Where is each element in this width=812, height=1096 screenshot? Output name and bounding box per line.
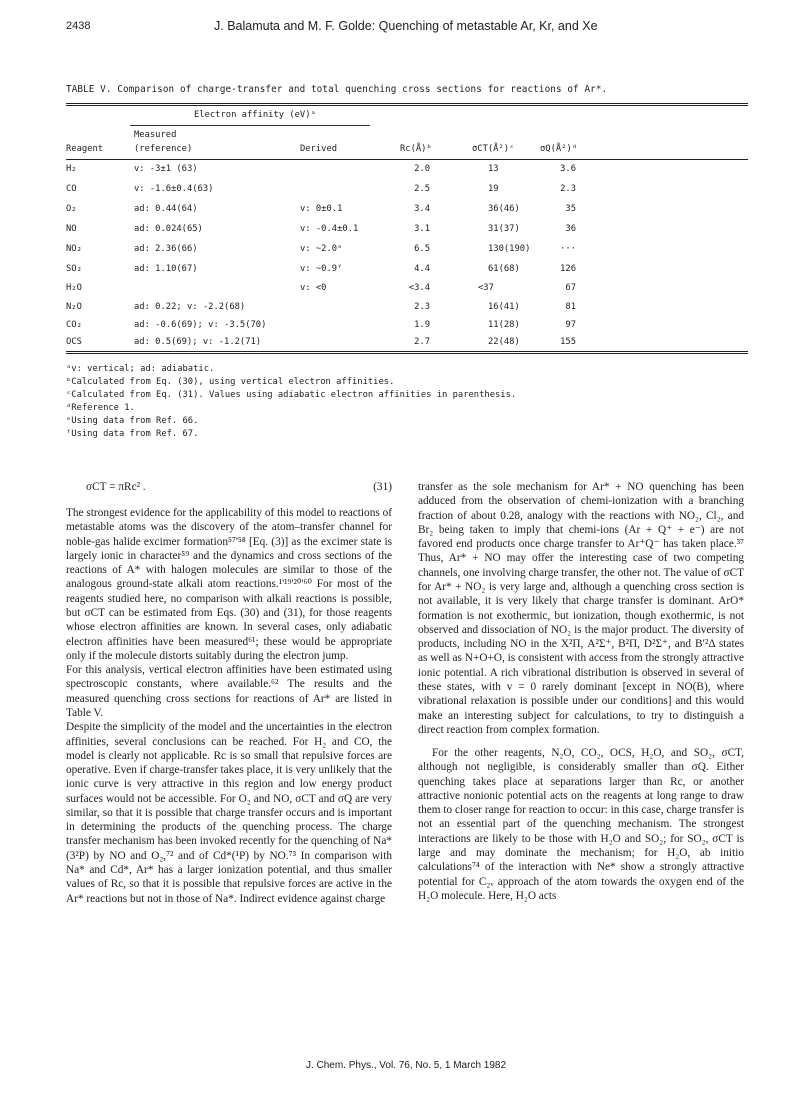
cell-sigma-q: 3.6 <box>560 164 576 174</box>
table-top-rule-2 <box>66 105 748 106</box>
cell-rc: 6.5 <box>414 244 430 254</box>
cell-sigma-q: 81 <box>565 302 576 312</box>
cell-derived: v: <0 <box>300 283 327 293</box>
cell-sigma-ct: 61(68) <box>488 264 520 274</box>
table-footnote-d: ᵈReference 1. <box>66 403 135 413</box>
col-header-rc: Rc(Å)ᵇ <box>400 144 432 154</box>
col-header-sigma-q: σQ(Å²)ᵈ <box>540 144 578 154</box>
col-header-measured-1: Measured <box>134 130 177 140</box>
page-header <box>66 18 746 36</box>
cell-rc: 4.4 <box>414 264 430 274</box>
cell-derived: v: ~2.0ᵉ <box>300 244 343 254</box>
cell-reagent: H₂ <box>66 164 77 174</box>
paragraph: Despite the simplicity of the model and the uncertainties in the electron affinities, several conclusions can be reached. For H₂ and CO, the model is clearly not applicable. Rc is so small that repulsive forces are operative. Even if charge-transfer takes place, it is very unlikely that the ionic curve is very attractive in this region and low energy product surfaces would not be accessible. For O₂ and NO, σCT and σQ are very similar, so that it is possible that charge transfer occurs and is important in determining the products of the quenching process. The charge transfer mechanism has been invoked recently for the quenching of Na*(3²P) by NO and O₂,⁷² and of Cd*(¹P) by NO.⁷³ In comparison with Na* and Cd*, Ar* has a larger ionization potential, and thus smaller values of Rc, so that it is possible that repulsive forces are active in the Ar* reactions but not in those of Na*. Indirect evidence against charge <box>66 721 392 905</box>
cell-reagent: CO₂ <box>66 320 82 330</box>
table-footnote-a: ᵃv: vertical; ad: adiabatic. <box>66 364 215 374</box>
cell-sigma-q: ··· <box>560 244 576 254</box>
cell-sigma-ct: 36(46) <box>488 204 520 214</box>
cell-derived: v: 0±0.1 <box>300 204 343 214</box>
col-header-measured-2: (reference) <box>134 144 193 154</box>
cell-measured: ad: 0.44(64) <box>134 204 198 214</box>
col-header-sigma-ct: σCT(Å²)ᶜ <box>472 144 515 154</box>
table-header-rule <box>66 159 748 160</box>
cell-sigma-ct: 22(48) <box>488 337 520 347</box>
right-column <box>418 480 744 903</box>
cell-sigma-q: 35 <box>565 204 576 214</box>
cell-reagent: O₂ <box>66 204 77 214</box>
equation-number: (31) <box>373 481 392 493</box>
table-top-rule <box>66 103 748 104</box>
cell-sigma-ct: 19 <box>488 184 499 194</box>
cell-sigma-ct: 31(37) <box>488 224 520 234</box>
cell-measured: ad: 2.36(66) <box>134 244 198 254</box>
cell-reagent: SO₂ <box>66 264 82 274</box>
cell-measured: ad: 0.024(65) <box>134 224 203 234</box>
paragraph: For the other reagents, N₂O, CO₂, OCS, H₂O, and SO₂, σCT, although not negligible, is considerably smaller than σQ. Either quenching takes place at separations larger than Rc, or another attractive nonionic potential acts on the reagents at long range to draw them to closer range for reaction to occur: in this case, charge transfer is not an essential part of the quenching mechanism. The strongest interactions are likely to be those with H₂O and SO₂; for SO₂, σCT is large and may dominate the mechanism; for H₂O, ab initio calculations⁷⁴ of the interaction with Ne* show a strongly attractive potential for C₂ᵥ approach of the atom towards the oxygen end of the H₂O molecule. Here, H₂O acts <box>418 747 745 902</box>
table-caption: TABLE V. Comparison of charge-transfer and total quenching cross sections for reactions of Ar*. <box>66 84 608 95</box>
col-header-reagent: Reagent <box>66 144 104 154</box>
cell-sigma-ct: 130(190) <box>488 244 531 254</box>
table-bottom-rule <box>66 351 748 352</box>
cell-rc: 2.5 <box>414 184 430 194</box>
cell-measured: v: -3±1 (63) <box>134 164 198 174</box>
cell-reagent: NO₂ <box>66 244 82 254</box>
cell-sigma-ct: <37 <box>478 283 494 293</box>
table-footnote-f: ᶠUsing data from Ref. 67. <box>66 429 199 439</box>
cell-rc: 2.3 <box>414 302 430 312</box>
cell-sigma-q: 97 <box>565 320 576 330</box>
cell-sigma-q: 155 <box>560 337 576 347</box>
cell-sigma-ct: 16(41) <box>488 302 520 312</box>
cell-reagent: N₂O <box>66 302 82 312</box>
left-column <box>66 480 392 906</box>
group-header-electron-affinity: Electron affinity (eV)ᵃ <box>194 110 316 120</box>
equation-text: σCT = πRc² . <box>86 481 146 493</box>
cell-reagent: OCS <box>66 337 82 347</box>
cell-measured: v: -1.6±0.4(63) <box>134 184 214 194</box>
cell-rc: 2.0 <box>414 164 430 174</box>
running-title: J. Balamuta and M. F. Golde: Quenching of metastable Ar, Kr, and Xe <box>214 19 598 33</box>
group-header-rule <box>130 125 370 126</box>
cell-reagent: NO <box>66 224 77 234</box>
cell-measured: ad: -0.6(69); v: -3.5(70) <box>134 320 267 330</box>
cell-derived: v: ~0.9ᶠ <box>300 264 343 274</box>
cell-rc: 2.7 <box>414 337 430 347</box>
table-footnote-e: ᵉUsing data from Ref. 66. <box>66 416 199 426</box>
paragraph: The strongest evidence for the applicability of this model to reactions of metastable atoms was the discovery of the atom–transfer channel for noble-gas halide excimer formation⁵⁷'⁵⁸ [Eq. (3)] as the excimer state is largely ionic in character⁵⁹ and the dynamics and cross sections of the reactions of A* with halogen molecules are similar to those of the analogous ground-state alkali atom reactions.¹'¹⁹'²⁰'⁶⁰ For most of the reagents studied here, no comparison with alkali reactions is possible, but σCT can be estimated from Eqs. (30) and (31), for those reagents whose electron affinities are known. In several cases, only adiabatic electron affinities have been measured⁶¹; these would be appropriate only if the molecule distorts suitably during the electron jump. <box>66 507 392 662</box>
cell-sigma-q: 2.3 <box>560 184 576 194</box>
cell-measured: ad: 0.22; v: -2.2(68) <box>134 302 246 312</box>
page-number: 2438 <box>66 20 91 32</box>
cell-rc: 1.9 <box>414 320 430 330</box>
cell-sigma-ct: 13 <box>488 164 499 174</box>
cell-rc: <3.4 <box>408 283 430 293</box>
cell-rc: 3.4 <box>414 204 430 214</box>
cell-sigma-ct: 11(28) <box>488 320 520 330</box>
paragraph: transfer as the sole mechanism for Ar* + NO quenching has been adduced from the observation of chemi-ionization with a branching fraction of about 0.28, analogy with the reactions with NO₂, Cl₂, and Br₂ being taken to imply that chemi-ions (Ar + Q⁺ + e⁻) are not favored end products once charge transfer to Ar⁺Q⁻ has taken place.³⁷ Thus, Ar* + NO may offer the interesting case of two competing channels, one involving charge transfer, the other not. The value of σCT for Ar* + NO₂ is very large and, although a quenching cross section is not available, it is very likely that charge transfer is dominant. ArO* formation is not exothermic, but ionization, though exothermic, is not observed and dissociation of NO₂ is the major product. The diversity of products, including NO in the X²Π, A²Σ⁺, B²Π, D²Σ⁺, and B′²Δ states as well as N+O+O, is consistent with access from the strongly attractive ionic potential. A rich vibrational distribution is observed in several of these states, with v = 0 rarely dominant [except in NO(B), where vibrational relaxation is possible under our conditions] and this would make an interesting subject for calculations, to try to distinguish a direct reaction from complex formation. <box>418 481 744 736</box>
cell-reagent: CO <box>66 184 77 194</box>
table-bottom-rule-2 <box>66 353 748 354</box>
cell-derived: v: -0.4±0.1 <box>300 224 359 234</box>
col-header-derived: Derived <box>300 144 338 154</box>
cell-rc: 3.1 <box>414 224 430 234</box>
cell-measured: ad: 0.5(69); v: -1.2(71) <box>134 337 262 347</box>
cell-sigma-q: 126 <box>560 264 576 274</box>
equation-31 <box>66 480 392 506</box>
journal-citation: J. Chem. Phys., Vol. 76, No. 5, 1 March 1982 <box>305 1060 507 1071</box>
paragraph: For this analysis, vertical electron affinities have been estimated using spectroscopic constants, where available.⁶² The results and the measured quenching cross sections for reactions of Ar* are listed in Table V. <box>66 664 392 719</box>
cell-measured: ad: 1.10(67) <box>134 264 198 274</box>
table-footnote-c: ᶜCalculated from Eq. (31). Values using adiabatic electron affinities in parenthesis. <box>66 390 517 400</box>
cell-sigma-q: 36 <box>565 224 576 234</box>
cell-sigma-q: 67 <box>565 283 576 293</box>
cell-reagent: H₂O <box>66 283 82 293</box>
table-footnote-b: ᵇCalculated from Eq. (30), using vertical electron affinities. <box>66 377 395 387</box>
